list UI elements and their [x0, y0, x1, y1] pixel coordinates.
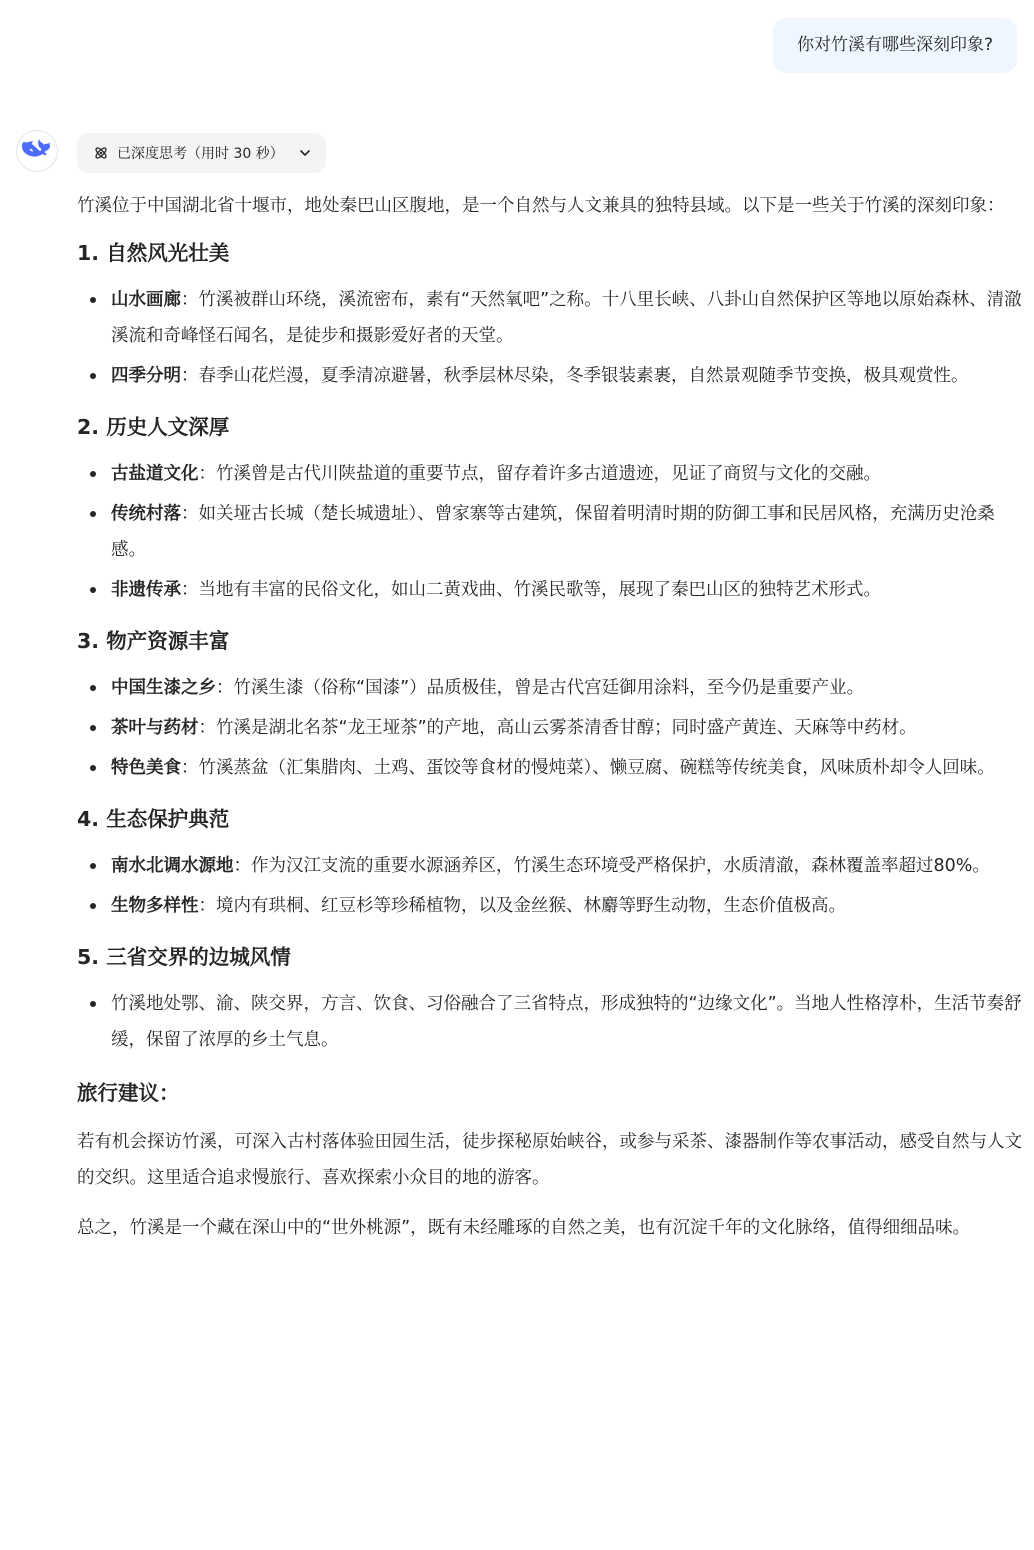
- item-term: 山水画廊: [111, 290, 181, 310]
- list-item: [111, 496, 1022, 568]
- item-term: 传统村落: [111, 504, 181, 524]
- list-item: [111, 888, 1022, 924]
- thinking-toggle[interactable]: [77, 133, 326, 173]
- section-title: 1. 自然风光壮美: [77, 241, 230, 265]
- item-text: ：当地有丰富的民俗文化，如山二黄戏曲、竹溪民歌等，展现了秦巴山区的独特艺术形式。: [181, 580, 881, 600]
- item-term: 古盐道文化: [111, 464, 199, 484]
- item-text: ：竹溪被群山环绕，溪流密布，素有“天然氧吧”之称。十八里长峡、八卦山自然保护区等地以原始森林、清澈溪流和奇峰怪石闻名，是徒步和摄影爱好者的天堂。: [111, 290, 1022, 346]
- item-text: ：竹溪蒸盆（汇集腊肉、土鸡、蛋饺等食材的慢炖菜）、懒豆腐、碗糕等传统美食，风味质朴却令人回味。: [181, 758, 995, 778]
- list-item: [111, 750, 1022, 786]
- deepseek-whale-logo-icon: [22, 139, 52, 163]
- item-text: ：作为汉江支流的重要水源涵养区，竹溪生态环境受严格保护，水质清澈，森林覆盖率超过80%。: [233, 856, 990, 876]
- section-list: [77, 986, 1022, 1058]
- section-list: [77, 670, 1022, 786]
- section-title: 5. 三省交界的边城风情: [77, 945, 291, 969]
- user-message-bubble: [773, 18, 1017, 73]
- list-item: [111, 710, 1022, 746]
- chevron-down-icon: [298, 146, 312, 160]
- item-text: ：如关垭古长城（楚长城遗址）、曾家寨等古建筑，保留着明清时期的防御工事和民居风格，充满历史沧桑感。: [111, 504, 995, 560]
- section-list: [77, 456, 1022, 608]
- atom-icon: [93, 145, 109, 161]
- thinking-label: 已深度思考（用时 30 秒）: [117, 146, 284, 162]
- item-term: 生物多样性: [111, 896, 199, 916]
- intro-paragraph: 竹溪位于中国湖北省十堰市，地处秦巴山区腹地，是一个自然与人文兼具的独特县域。以下是一些关于竹溪的深刻印象：: [77, 196, 1005, 216]
- list-item: [111, 456, 1022, 492]
- user-message-text: 你对竹溪有哪些深刻印象?: [796, 35, 993, 55]
- item-text: ：春季山花烂漫，夏季清凉避暑，秋季层林尽染，冬季银装素裹，自然景观随季节变换，极具观赏性。: [181, 366, 969, 386]
- list-item: [111, 358, 1022, 394]
- list-item: [111, 572, 1022, 608]
- travel-paragraph: 若有机会探访竹溪，可深入古村落体验田园生活，徒步探秘原始峡谷，或参与采茶、漆器制作等农事活动，感受自然与人文的交织。这里适合追求慢旅行、喜欢探索小众目的地的游客。: [77, 1132, 1022, 1188]
- item-term: 南水北调水源地: [111, 856, 234, 876]
- item-term: 非遗传承: [111, 580, 181, 600]
- list-item: [111, 986, 1022, 1058]
- section-list: [77, 848, 1022, 924]
- item-text: 竹溪地处鄂、渝、陕交界，方言、饮食、习俗融合了三省特点，形成独特的“边缘文化”。当地人性格淳朴，生活节奏舒缓，保留了浓厚的乡土气息。: [111, 994, 1022, 1050]
- conclusion-paragraph: 总之，竹溪是一个藏在深山中的“世外桃源”，既有未经雕琢的自然之美，也有沉淀千年的文化脉络，值得细细品味。: [77, 1218, 971, 1238]
- list-item: [111, 282, 1022, 354]
- item-term: 中国生漆之乡: [111, 678, 216, 698]
- item-term: 特色美食: [111, 758, 181, 778]
- section-title: 3. 物产资源丰富: [77, 629, 230, 653]
- item-text: ：境内有珙桐、红豆杉等珍稀植物，以及金丝猴、林麝等野生动物，生态价值极高。: [198, 896, 846, 916]
- item-term: 四季分明: [111, 366, 181, 386]
- section-title: 2. 历史人文深厚: [77, 415, 230, 439]
- section-title: 4. 生态保护典范: [77, 807, 230, 831]
- item-term: 茶叶与药材: [111, 718, 199, 738]
- item-text: ：竹溪是湖北名茶“龙王垭茶”的产地，高山云雾茶清香甘醇；同时盛产黄连、天麻等中药材。: [198, 718, 917, 738]
- travel-title: 旅行建议：: [77, 1081, 180, 1105]
- list-item: [111, 670, 1022, 706]
- item-text: ：竹溪曾是古代川陕盐道的重要节点，留存着许多古道遗迹，见证了商贸与文化的交融。: [198, 464, 881, 484]
- list-item: [111, 848, 1022, 884]
- section-list: [77, 282, 1022, 394]
- assistant-avatar: [16, 130, 58, 172]
- assistant-response: [77, 188, 1022, 1260]
- item-text: ：竹溪生漆（俗称“国漆”）品质极佳，曾是古代宫廷御用涂料，至今仍是重要产业。: [216, 678, 865, 698]
